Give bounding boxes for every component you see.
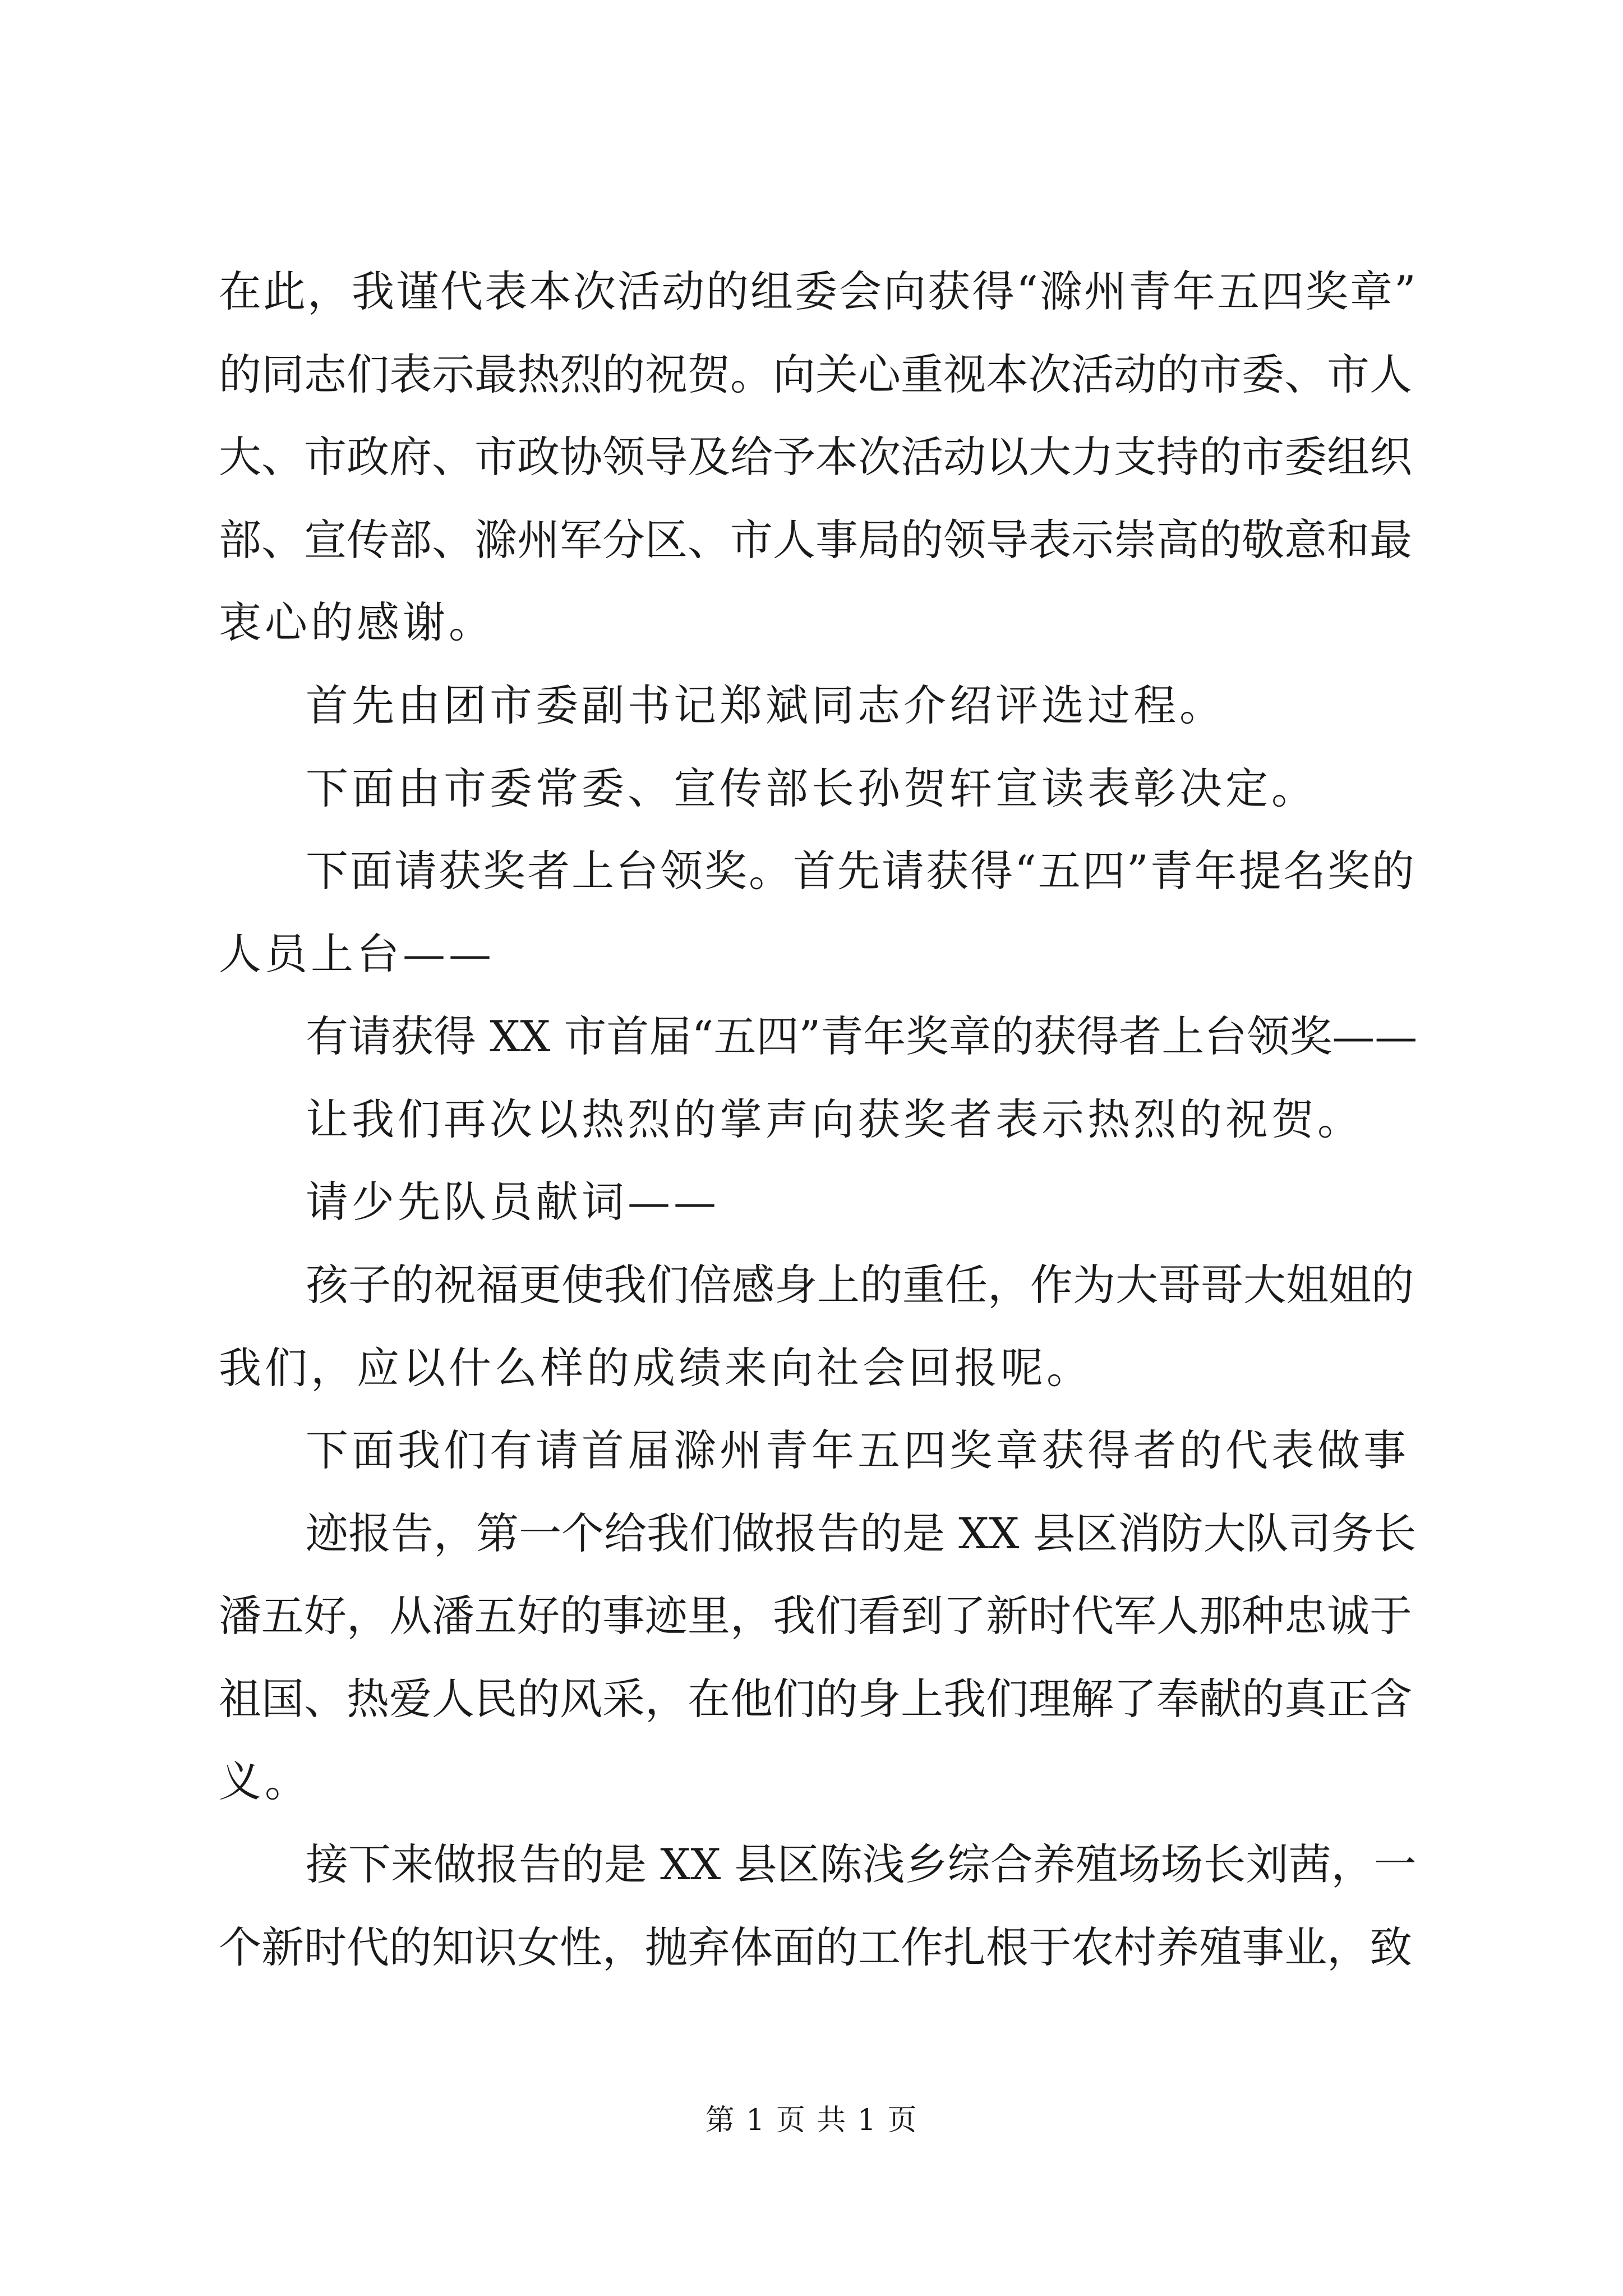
body-line-6: 首先由团市委副书记郑斌同志介绍评选过程。 [306,680,1225,730]
body-line-19: 义。 [219,1756,311,1806]
body-line-15: 下面我们有请首届滁州青年五四奖章获得者的代表做事 [306,1425,1409,1475]
body-line-7: 下面由市委常委、宣传部长孙贺轩宣读表彰决定。 [306,763,1317,813]
body-line-12: 请少先队员献词—— [306,1177,720,1227]
body-line-14: 我们，应以什么样的成绩来向社会回报呢。 [219,1343,1092,1393]
page-footer: 第 1 页 共 1 页 [705,2104,918,2137]
body-line-4: 部、宣传部、滁州军分区、市人事局的领导表示崇高的敬意和最 [219,515,1412,565]
body-line-10: 有请获得 XX 市首届“五四”青年奖章的获得者上台领奖—— [306,1011,1418,1061]
body-line-8: 下面请获奖者上台领奖。首先请获得“五四”青年提名奖的 [306,846,1416,896]
body-line-17: 潘五好，从潘五好的事迹里，我们看到了新时代军人那种忠诚于 [219,1591,1412,1641]
body-line-11: 让我们再次以热烈的掌声向获奖者表示热烈的祝贺。 [306,1094,1363,1144]
body-line-1: 在此，我谨代表本次活动的组委会向获得“滁州青年五四奖章” [219,266,1418,316]
body-line-18: 祖国、热爱人民的风采，在他们的身上我们理解了奉献的真正含 [219,1674,1412,1724]
body-line-2: 的同志们表示最热烈的祝贺。向关心重视本次活动的市委、市人 [219,349,1412,399]
body-line-9: 人员上台—— [219,929,495,979]
body-line-21: 个新时代的知识女性，抛弃体面的工作扎根于农村养殖事业，致 [219,1922,1412,1972]
body-line-3: 大、市政府、市政协领导及给予本次活动以大力支持的市委组织 [219,432,1412,482]
body-line-5: 衷心的感谢。 [219,597,495,647]
body-line-20: 接下来做报告的是 XX 县区陈浅乡综合养殖场场长刘茜，一 [306,1839,1417,1889]
body-line-13: 孩子的祝福更使我们倍感身上的重任，作为大哥哥大姐姐的 [306,1260,1414,1310]
body-line-16: 迹报告，第一个给我们做报告的是 XX 县区消防大队司务长 [306,1508,1417,1558]
